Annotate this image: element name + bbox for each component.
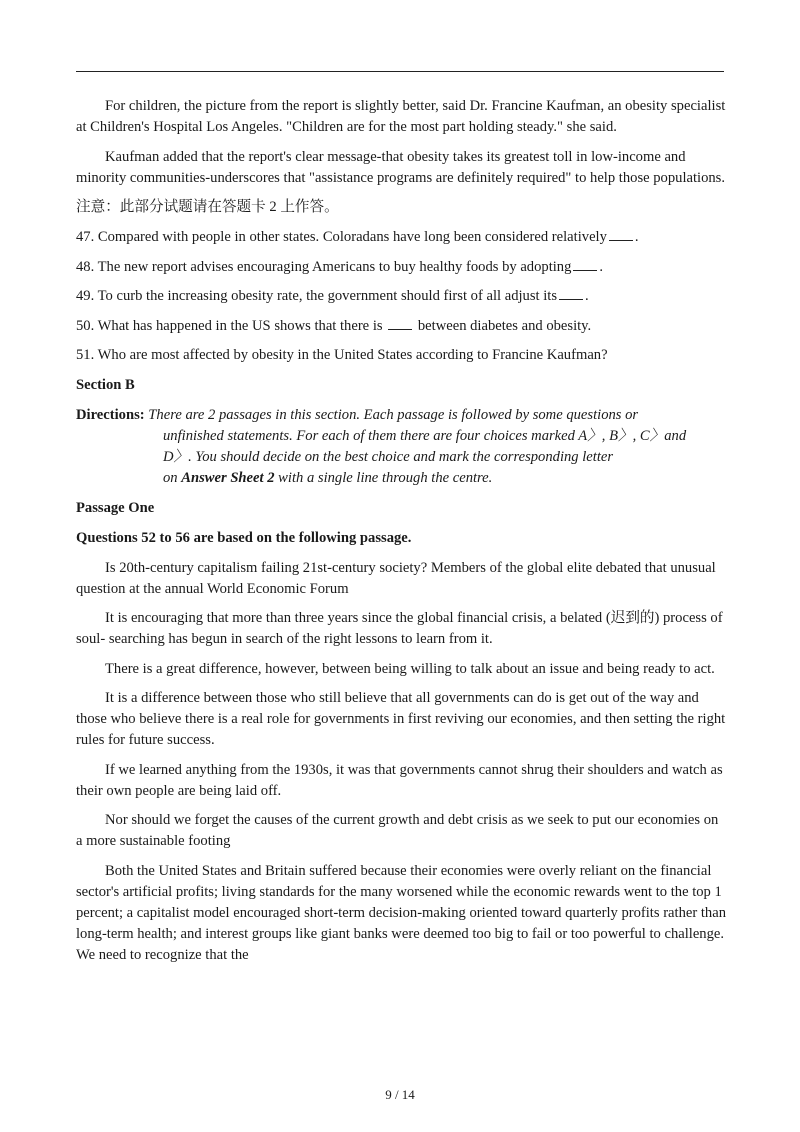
paragraph: Nor should we forget the causes of the current growth and debt crisis as we seek to put our economies on a more sustainable footing: [76, 812, 719, 849]
question-49: 49. To curb the increasing obesity rate, the government should first of all adjust its .: [76, 288, 589, 304]
paragraph: There is a great difference, however, between being willing to talk about an issue and being ready to act.: [105, 660, 715, 677]
directions-block: [76, 405, 726, 489]
answer-blank: [609, 227, 633, 241]
paragraph: It is encouraging that more than three years since the global financial crisis, a belated (迟到的) process of soul- searching has begun in search of the right lessons to learn from it.: [76, 610, 723, 647]
paragraph: Is 20th-century capitalism failing 21st-century society? Members of the global elite debated that unusual question at the annual World Economic Forum: [76, 559, 716, 597]
header-rule: [76, 71, 724, 72]
paragraph: It is a difference between those who still believe that all governments can do is get out of the way and those who believe there is a real role for governments in first reviving our economies, and then setting the right rules for future success.: [76, 690, 726, 748]
paragraph: Kaufman added that the report's clear message-that obesity takes its greatest toll in low-income and minority communities-underscores that "assistance programs are definitely required" to help those populations.: [76, 148, 726, 186]
page-number: 9 / 14: [385, 1087, 415, 1102]
section-heading: Section B: [76, 376, 135, 393]
answer-blank: [388, 316, 412, 330]
directions-text: D〉. You should decide on the best choice and mark the corresponding letter: [163, 448, 614, 465]
answer-blank: [573, 257, 597, 271]
directions-text: on Answer Sheet 2 with a single line through the centre.: [163, 469, 493, 486]
answer-sheet-note: 注意：此部分试题请在答题卡 2 上作答。: [76, 199, 339, 215]
question-50: 50. What has happened in the US shows that there is between diabetes and obesity.: [76, 317, 592, 334]
answer-blank: [559, 286, 583, 300]
question-51: 51. Who are most affected by obesity in the United States according to Francine Kaufman?: [76, 347, 608, 363]
directions-text: unfinished statements. For each of them there are four choices marked A〉, B〉, C〉and: [163, 427, 687, 444]
paragraph: For children, the picture from the report is slightly better, said Dr. Francine Kaufman, an obesity specialist at Children's Hospital Los Angeles. "Children are for the most part holding steady." she said.: [76, 98, 726, 135]
question-48: 48. The new report advises encouraging Americans to buy healthy foods by adopting .: [76, 258, 604, 275]
paragraph: If we learned anything from the 1930s, it was that governments cannot shrug their shoulders and watch as their own people are being laid off.: [76, 761, 723, 799]
page-content: [76, 96, 726, 974]
paragraph: Both the United States and Britain suffered because their economies were overly reliant on the financial sector's artificial profits; living standards for the many worsened while the economic rewards went to the top 1 percent; a capitalist model encouraged short-term decision-making oriented toward quarterly profits rather than long-term health; and interest groups like giant banks were deemed too big to fail or too powerful to challenge. We need to recognize that the: [76, 862, 726, 963]
passage-heading: Passage One: [76, 499, 155, 516]
directions-label: Directions:: [76, 406, 145, 423]
questions-heading: Questions 52 to 56 are based on the following passage.: [76, 529, 412, 546]
answer-sheet-ref: Answer Sheet 2: [181, 469, 275, 486]
question-47: 47. Compared with people in other states. Coloradans have long been considered relatively .: [76, 229, 639, 245]
directions-text: There are 2 passages in this section. Each passage is followed by some questions or: [148, 406, 639, 423]
